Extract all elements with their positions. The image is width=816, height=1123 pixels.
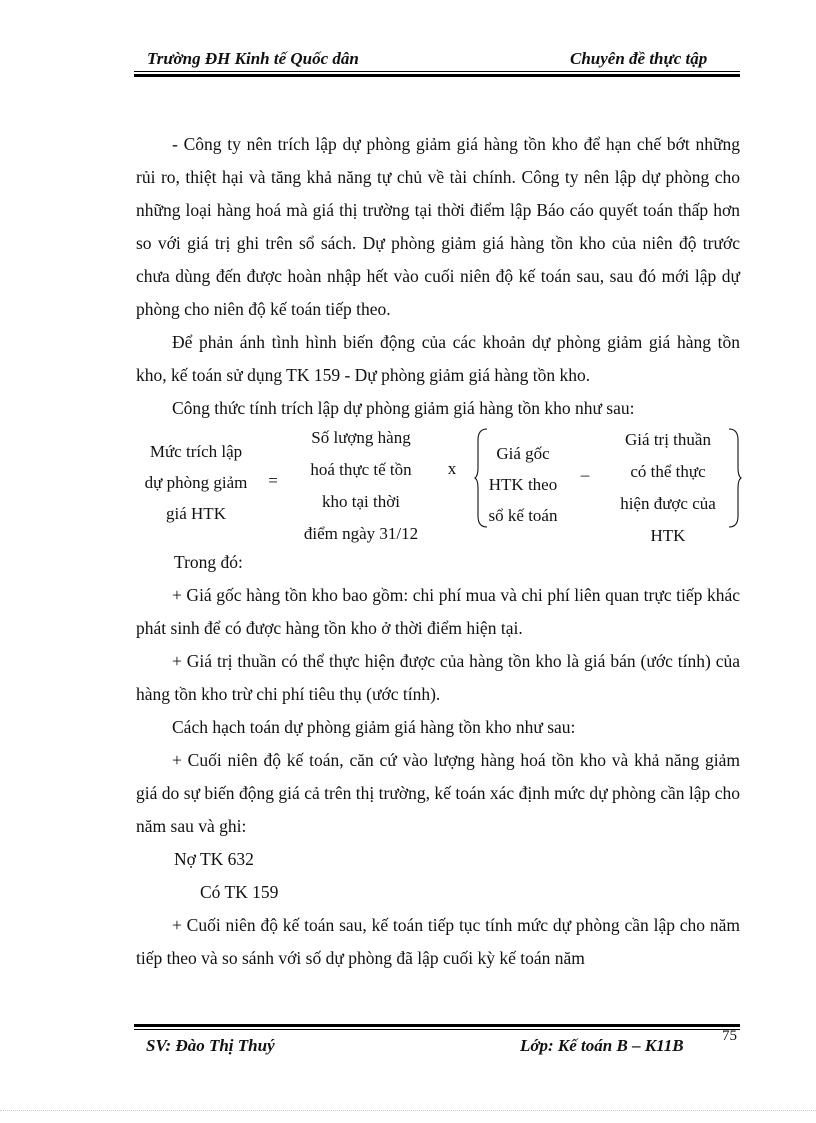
paragraph-formula-intro: Công thức tính trích lập dự phòng giảm giá hàng tồn kho như sau: [172, 398, 635, 418]
formula-text-line: Mức trích lập [149, 442, 243, 461]
formula-original-cost [482, 438, 564, 531]
footer-student-name: SV: Đào Thị Thuý [146, 1036, 275, 1055]
formula-text-line: Giá gốc [496, 444, 550, 463]
page-number: 75 [722, 1028, 737, 1044]
formula-provision-level [136, 436, 256, 529]
formula-text-line: hoá thực tế tồn [310, 460, 412, 479]
header-school-name: Trường ĐH Kinh tế Quốc dân [147, 49, 359, 68]
footer-rule-thin [134, 1029, 740, 1030]
header-rule-thick [134, 74, 740, 77]
formula-net-realizable-value [606, 424, 730, 552]
paragraph-net-value-def: + Giá trị thuần có thể thực hiện được của hàng tồn kho là giá bán (ước tính) của hàng tồn kho trừ chi phí tiêu thụ (ước tính). [136, 651, 740, 704]
formula-text-line: Giá trị thuần [625, 430, 711, 449]
paragraph-next-year: + Cuối niên độ kế toán sau, kế toán tiếp tục tính mức dự phòng cần lập cho năm tiếp theo và so sánh với số dự phòng đã lập cuối kỳ kế toán năm [136, 915, 740, 968]
paragraph-where: Trong đó: [174, 552, 243, 572]
formula-text-line: có thể thực [630, 462, 706, 481]
body-section-1 [136, 128, 740, 425]
formula-inventory-quantity [294, 422, 428, 550]
paragraph-original-cost-def: + Giá gốc hàng tồn kho bao gồm: chi phí mua và chi phí liên quan trực tiếp khác phát sinh để có được hàng tồn kho ở thời điểm hiện tại. [136, 585, 740, 638]
formula-text-line: dự phòng giảm [144, 473, 248, 492]
formula-text-line: HTK [650, 526, 686, 545]
page-edge-divider [0, 1110, 816, 1111]
formula-text-line: sổ kế toán [488, 506, 558, 525]
formula-text-line: điểm ngày 31/12 [303, 524, 419, 543]
paragraph-provision-advice: - Công ty nên trích lập dự phòng giảm giá hàng tồn kho để hạn chế bớt những rủi ro, thiệt hại và tăng khả năng tự chủ về tài chính. Công ty nên lập dự phòng cho những loại hàng hoá mà giá thị trường tại thời điểm lập Báo cáo quyết toán thấp hơn so với giá trị ghi trên sổ sách. Dự phòng giảm giá hàng tồn kho của niên độ trước chưa dùng đến được hoàn nhập hết vào cuối niên độ kế toán sau, sau đó mới lập dự phòng cho niên độ kế toán tiếp theo. [136, 134, 740, 319]
header-rule-thin [134, 71, 740, 72]
formula-text-line: giá HTK [166, 504, 226, 523]
formula-minus-sign: – [580, 465, 590, 484]
formula-times-sign: x [447, 459, 457, 478]
footer-class-name: Lớp: Kế toán B – K11B [520, 1036, 684, 1055]
footer-rule-thick [134, 1024, 740, 1027]
provision-formula [136, 422, 746, 550]
journal-credit-entry: Có TK 159 [200, 882, 279, 902]
body-section-2 [136, 546, 740, 975]
right-brace-icon [728, 428, 742, 528]
formula-text-line: kho tại thời [322, 492, 400, 511]
formula-text-line: Số lượng hàng [311, 428, 411, 447]
formula-text-line: HTK theo [488, 475, 558, 494]
paragraph-accounting-method: Cách hạch toán dự phòng giảm giá hàng tồn kho như sau: [172, 717, 576, 737]
journal-debit-entry: Nợ TK 632 [174, 849, 254, 869]
formula-text-line: hiện được của [620, 494, 716, 513]
paragraph-year-end-entry: + Cuối niên độ kế toán, căn cứ vào lượng hàng hoá tồn kho và khả năng giảm giá do sự biến động giá cả trên thị trường, kế toán xác định mức dự phòng cần lập cho năm sau và ghi: [136, 750, 740, 836]
header-report-title: Chuyên đề thực tập [570, 49, 708, 68]
formula-equals-sign: = [268, 471, 278, 490]
paragraph-account-159: Để phản ánh tình hình biến động của các khoản dự phòng giảm giá hàng tồn kho, kế toán sử dụng TK 159 - Dự phòng giảm giá hàng tồn kho. [136, 332, 740, 385]
